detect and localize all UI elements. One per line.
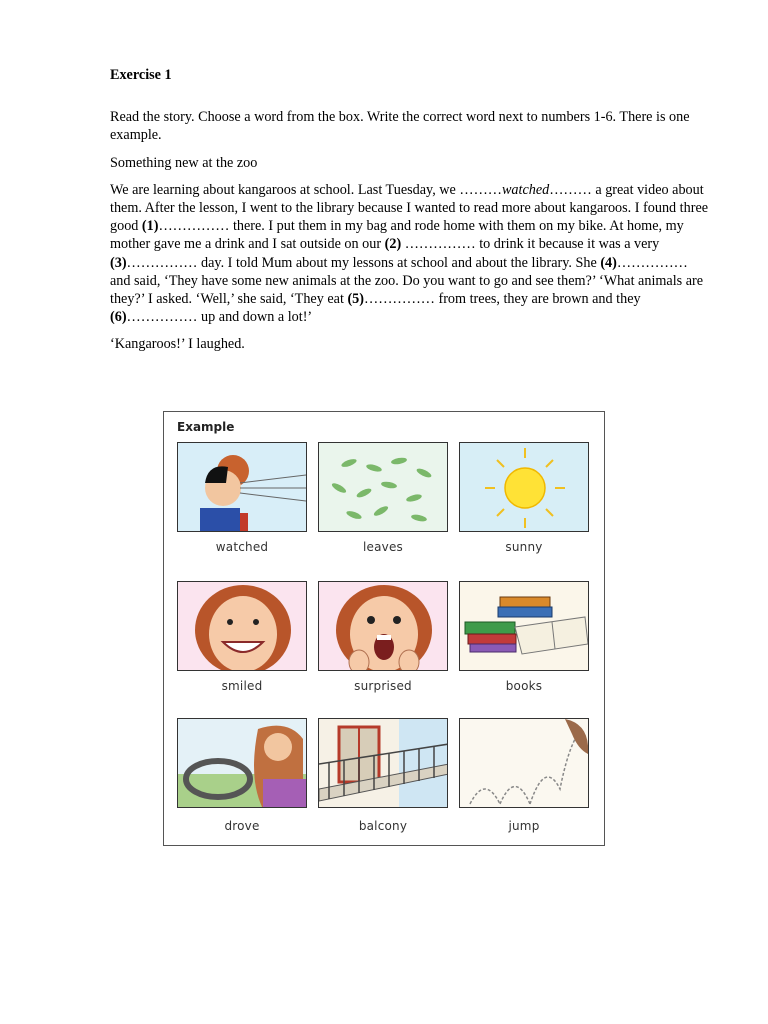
blank-6: (6) — [110, 309, 127, 326]
word-drove: drove — [224, 819, 260, 833]
story-text-7: …………… from trees, they are brown and they — [364, 291, 641, 308]
story-ending: ‘Kangaroos!’ I laughed. — [110, 336, 245, 353]
word-books: books — [505, 679, 543, 693]
picture-jump — [459, 718, 589, 808]
worksheet-text — [110, 66, 710, 363]
picture-surprised — [318, 581, 448, 671]
picture-leaves — [318, 442, 448, 532]
example-label: Example — [177, 420, 235, 434]
blank-4: (4) — [600, 254, 617, 271]
story-text-4: …………… to drink it because it was a very — [401, 236, 660, 253]
story-text-1: We are learning about kangaroos at school. Last Tuesday, we ……… — [110, 181, 502, 198]
word-watched: watched — [215, 540, 269, 554]
story-text-3: …………… there. I put them in my bag and rode home with them on my bike. At home, my mother gave me a drink and I sat outside on our — [110, 218, 684, 253]
word-surprised: surprised — [354, 679, 412, 693]
picture-drove — [177, 718, 307, 808]
blank-3: (3) — [110, 254, 127, 271]
word-smiled: smiled — [221, 679, 263, 693]
picture-watched — [177, 442, 307, 532]
picture-smiled — [177, 581, 307, 671]
blank-1: (1) — [141, 218, 159, 235]
picture-books — [459, 581, 589, 671]
blank-5: (5) — [347, 291, 364, 308]
word-sunny: sunny — [505, 540, 543, 554]
picture-sunny — [459, 442, 589, 532]
word-leaves: leaves — [362, 540, 403, 554]
picture-balcony — [318, 718, 448, 808]
story-text-2: ……… a great video about them. After the lesson, I went to the library because I wanted to read more about kangaroos. I found three good — [110, 181, 709, 235]
instructions: Read the story. Choose a word from the box. Write the correct word next to numbers 1-6. There is one example. — [110, 109, 690, 144]
story-text-5: …………… day. I told Mum about my lessons at school and about the library. She — [126, 254, 601, 271]
word-box-figure — [163, 411, 605, 846]
story-text-6: …………… and said, ‘They have some new animals at the zoo. Do you want to go and see them?’ ‘What animals are they?’ I asked. ‘Well,’ she said, ‘They eat — [110, 254, 704, 308]
word-jump: jump — [508, 819, 540, 833]
example-answer: watched — [501, 181, 550, 198]
word-balcony: balcony — [358, 819, 408, 833]
story-text-8: …………… up and down a lot!’ — [126, 309, 313, 326]
story-title: Something new at the zoo — [110, 154, 258, 171]
exercise-title: Exercise 1 — [110, 67, 172, 83]
blank-2: (2) — [384, 236, 402, 253]
story-paragraph — [110, 181, 710, 327]
